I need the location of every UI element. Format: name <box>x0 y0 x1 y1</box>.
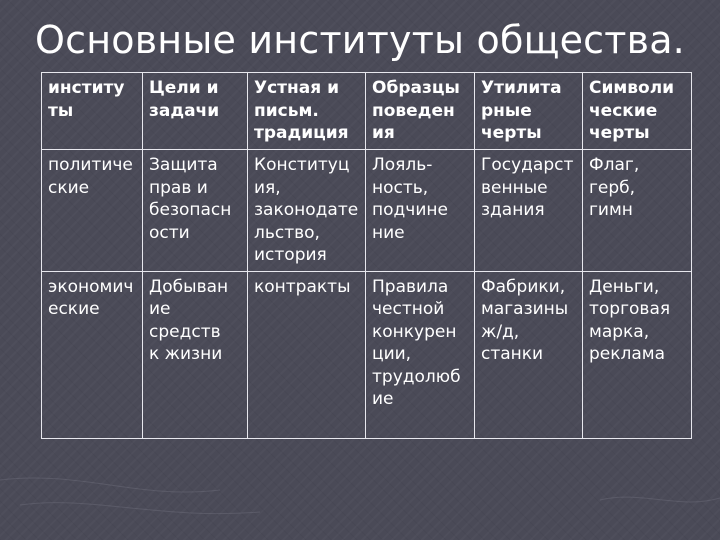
table-header-row <box>42 73 692 150</box>
table-cell: политиче ские <box>42 150 143 272</box>
table-cell: Правила честной конкурен ции, трудолюб ие <box>366 271 475 438</box>
table-cell: контракты <box>248 271 366 438</box>
table-cell: Государст венные здания <box>475 150 583 272</box>
table-cell: Добыван ие средств к жизни <box>143 271 248 438</box>
header-cell-behavior-patterns: Образцы поведен ия <box>366 73 475 150</box>
header-cell-symbolic: Символи ческие черты <box>583 73 692 150</box>
table-cell: экономич еские <box>42 271 143 438</box>
table-cell: Флаг, герб, гимн <box>583 150 692 272</box>
table-row <box>42 150 692 272</box>
table-cell: Деньги, торговая марка, реклама <box>583 271 692 438</box>
header-cell-institutions: институ ты <box>42 73 143 150</box>
table-row <box>42 271 692 438</box>
table-cell: Лояль- ность, подчине ние <box>366 150 475 272</box>
header-cell-utilitarian: Утилита рные черты <box>475 73 583 150</box>
header-cell-goals: Цели и задачи <box>143 73 248 150</box>
table-cell: Защита прав и безопасн ости <box>143 150 248 272</box>
table-cell: Конституц ия, законодате льство, история <box>248 150 366 272</box>
table-cell: Фабрики, магазины ж/д, станки <box>475 271 583 438</box>
institutions-table <box>41 72 692 439</box>
slide-title: Основные институты общества. <box>35 18 685 62</box>
header-cell-tradition: Устная и письм. традиция <box>248 73 366 150</box>
